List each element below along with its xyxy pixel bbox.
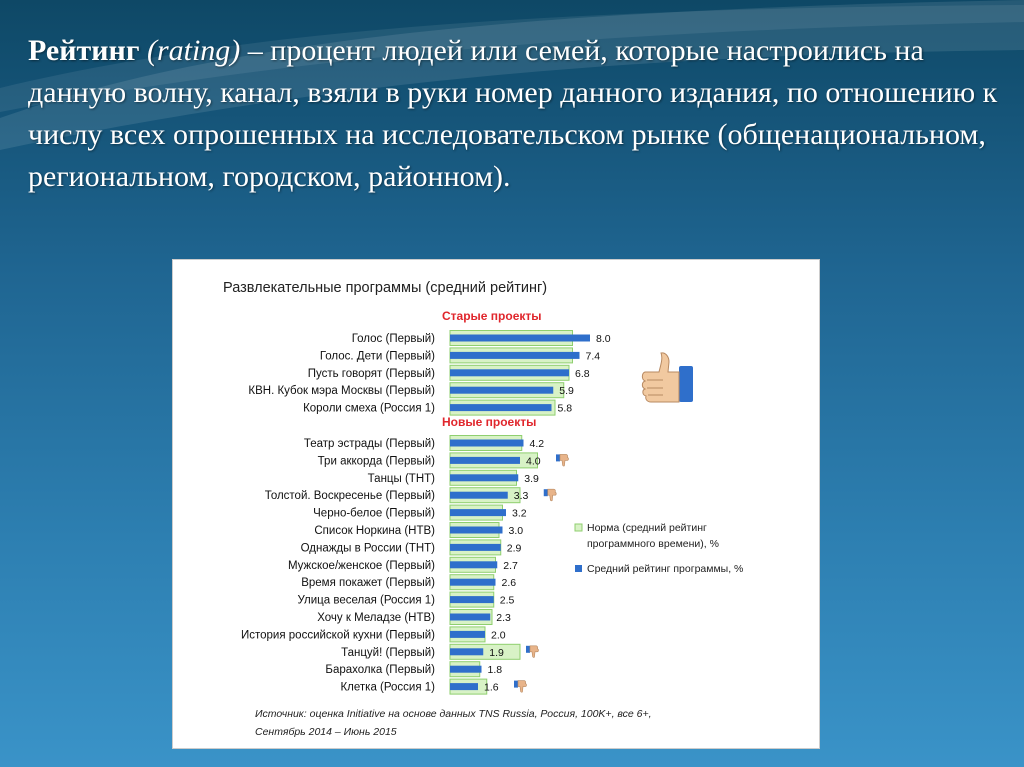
value-label: 4.2 bbox=[529, 438, 545, 450]
value-label: 2.5 bbox=[499, 594, 515, 607]
value-label: 3.2 bbox=[512, 507, 527, 520]
rating-bar bbox=[450, 335, 590, 342]
rating-bar bbox=[450, 544, 501, 551]
category-label: Однажды в России (ТНТ) bbox=[300, 542, 435, 555]
rating-bar bbox=[450, 631, 485, 638]
value-label: 8.0 bbox=[596, 333, 611, 345]
chart-title: Развлекательные программы (средний рейтинг) bbox=[223, 280, 548, 296]
rating-bar bbox=[450, 369, 569, 376]
legend-norm-label-line1: Норма (средний рейтинг bbox=[587, 522, 707, 534]
bars-layer bbox=[241, 309, 611, 694]
value-label: 4.0 bbox=[526, 455, 541, 468]
definition: – процент людей или семей, которые настроились на данную волну, канал, взяли в руки номер данного издания, по отношению к числу всех опрошенных на исследовательском рынке (общенациональном, региональном, городском, районном). bbox=[28, 34, 998, 193]
legend bbox=[575, 522, 743, 575]
rating-bar bbox=[450, 579, 496, 586]
rating-bar bbox=[450, 440, 524, 447]
value-label: 2.3 bbox=[496, 612, 511, 624]
slide-heading bbox=[28, 30, 998, 198]
value-label: 6.8 bbox=[575, 367, 590, 380]
category-label: Черно-белое (Первый) bbox=[313, 507, 435, 520]
value-label: 2.0 bbox=[491, 629, 506, 642]
rating-bar bbox=[450, 404, 552, 411]
section-label: Старые проекты bbox=[442, 309, 542, 323]
value-label: 3.3 bbox=[513, 490, 529, 503]
value-label: 5.9 bbox=[559, 385, 574, 398]
value-label: 3.0 bbox=[508, 525, 524, 537]
category-label: Мужское/женское (Первый) bbox=[287, 559, 435, 572]
value-label: 2.9 bbox=[506, 542, 522, 555]
category-label: Список Норкина (НТВ) bbox=[314, 525, 435, 537]
source-line-1: Источник: оценка Initiative на основе данных TNS Russia, Россия, 100K+, все 6+, bbox=[255, 708, 652, 720]
category-label: История российской кухни (Первый) bbox=[240, 629, 435, 642]
rating-bar bbox=[450, 683, 478, 690]
value-label: 2.7 bbox=[503, 559, 518, 572]
category-label: КВН. Кубок мэра Москвы (Первый) bbox=[248, 385, 435, 398]
category-label: Танцы (ТНТ) bbox=[367, 472, 435, 485]
category-label: Театр эстрады (Первый) bbox=[303, 438, 435, 450]
category-label: Три аккорда (Первый) bbox=[317, 455, 435, 468]
rating-bar bbox=[450, 457, 520, 464]
value-label: 1.6 bbox=[484, 681, 499, 694]
rating-bar bbox=[450, 509, 506, 516]
rating-bar bbox=[450, 561, 497, 568]
legend-norm-swatch bbox=[575, 524, 582, 531]
legend-rating-swatch bbox=[575, 565, 582, 572]
category-label: Хочу к Меладзе (НТВ) bbox=[317, 612, 435, 624]
rating-bar bbox=[450, 492, 508, 499]
chart-card bbox=[172, 259, 820, 749]
thumbs-down-icon bbox=[556, 454, 569, 466]
section-label: Новые проекты bbox=[442, 415, 537, 429]
category-label: Улица веселая (Россия 1) bbox=[297, 594, 435, 607]
value-label: 3.9 bbox=[524, 472, 539, 485]
category-label: Короли смеха (Россия 1) bbox=[303, 402, 435, 415]
rating-bar bbox=[450, 614, 490, 621]
category-label: Голос (Первый) bbox=[351, 333, 435, 345]
source-line-2: Сентябрь 2014 – Июнь 2015 bbox=[255, 726, 397, 738]
value-label: 2.6 bbox=[501, 577, 517, 590]
category-label: Голос. Дети (Первый) bbox=[319, 350, 435, 363]
thumbs-down-icon bbox=[526, 646, 539, 658]
category-label: Барахолка (Первый) bbox=[325, 664, 435, 677]
rating-bar bbox=[450, 666, 482, 673]
rating-bar bbox=[450, 527, 503, 534]
value-label: 5.8 bbox=[557, 402, 573, 415]
value-label: 7.4 bbox=[585, 350, 601, 363]
value-label: 1.9 bbox=[489, 646, 504, 659]
chart bbox=[173, 260, 821, 750]
category-label: Танцуй! (Первый) bbox=[341, 646, 435, 659]
term: Рейтинг bbox=[28, 34, 140, 67]
legend-rating-label: Средний рейтинг программы, % bbox=[587, 563, 744, 575]
rating-bar bbox=[450, 474, 518, 481]
rating-bar bbox=[450, 352, 580, 359]
rating-bar bbox=[450, 596, 494, 603]
thumbs-down-icon bbox=[544, 489, 557, 501]
term-english: (rating) bbox=[146, 34, 241, 67]
category-label: Пусть говорят (Первый) bbox=[307, 367, 435, 380]
value-label: 1.8 bbox=[487, 664, 503, 677]
thumbs-up-icon bbox=[642, 353, 693, 402]
thumbs-down-icon bbox=[514, 681, 527, 693]
category-label: Клетка (Россия 1) bbox=[340, 681, 435, 694]
legend-norm-label-line2: программного времени), % bbox=[587, 538, 719, 550]
category-label: Время покажет (Первый) bbox=[301, 577, 435, 590]
rating-bar bbox=[450, 648, 483, 655]
category-label: Толстой. Воскресенье (Первый) bbox=[264, 490, 435, 503]
rating-bar bbox=[450, 387, 553, 394]
